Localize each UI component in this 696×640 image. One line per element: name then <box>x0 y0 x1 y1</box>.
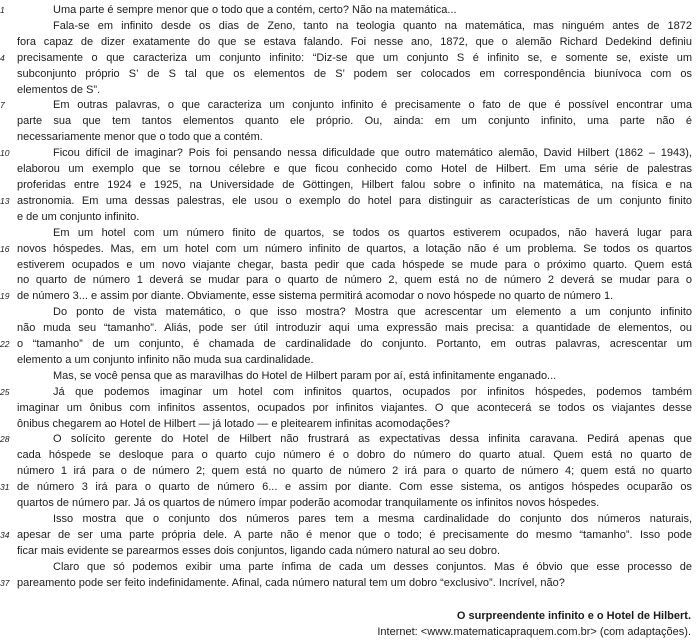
text-line <box>0 210 696 226</box>
text-line <box>0 178 696 194</box>
line-number: 22 <box>0 339 10 350</box>
text-line <box>0 337 696 353</box>
line-text: Claro que só podemos exibir uma parte ínfima de cada um desses conjuntos. Mas é óbvio que esse processo de <box>53 560 692 573</box>
line-text: estiverem ocupados e um novo viajante chegar, basta pedir que cada hóspede se mude para o próximo quarto. Quem está <box>17 258 692 271</box>
text-line <box>0 194 696 210</box>
line-text: fora capaz de dizer exatamente do que se estava falando. Foi nesse ano, 1872, que o alemão Richard Dedekind definiu <box>17 35 692 48</box>
text-line <box>0 417 696 433</box>
line-text: pareamento pode ser feito indefinidamente. Afinal, cada número natural tem um dobro “exclusivo”. Incrível, não? <box>17 576 565 589</box>
text-line <box>0 385 696 401</box>
line-text: parte sua que tem tantos elementos quanto ele próprio. Ou, ainda: em um conjunto infinito, uma parte não é <box>17 115 692 128</box>
text-line <box>0 83 696 99</box>
text-line <box>0 464 696 480</box>
line-text: de número 3... e assim por diante. Obviamente, esse sistema permitirá acomodar o novo hóspede no quarto de número 1. <box>17 290 614 303</box>
text-line <box>0 432 696 448</box>
line-number: 25 <box>0 386 10 397</box>
line-number: 31 <box>0 482 10 493</box>
line-text: Isso mostra que o conjunto dos números pares tem a mesma cardinalidade do conjunto dos números naturais, <box>53 513 692 525</box>
line-text: imaginar um ônibus com infinitos assentos, ocupados por infinitos viajantes. O que acontecerá se todos os viajantes desse <box>17 401 692 414</box>
line-text: astronomia. Em uma dessas palestras, ele usou o exemplo do hotel para distinguir as características de um conjunto finito <box>17 194 692 207</box>
text-body <box>0 3 696 592</box>
line-number: 13 <box>0 195 10 206</box>
text-line <box>0 51 696 67</box>
text-line <box>0 528 696 544</box>
line-number: 7 <box>0 100 5 111</box>
line-text: proferidas entre 1924 e 1925, na Universidade de Göttingen, Hilbert falou sobre o infinito na matemática, na física e na <box>17 178 692 191</box>
line-text: cada hóspede se desloque para o quarto cujo número é o dobro do número do quarto atual. Quem está no quarto de <box>17 449 692 462</box>
text-line <box>0 162 696 178</box>
line-text: de número 3 irá para o quarto de número 6... e assim por diante. Com esse sistema, os antigos hóspedes ocuparão os <box>17 481 692 494</box>
line-number: 10 <box>0 148 10 159</box>
line-text: precisamente o que caracteriza um conjunto infinito: “Diz-se que um conjunto S é infinito se, e somente se, existe um <box>17 51 692 64</box>
text-line <box>0 321 696 337</box>
line-text: não muda seu “tamanho”. Aliás, pode ser útil introduzir aqui uma expressão mais precisa: a quantidade de elementos, ou <box>17 322 692 335</box>
line-number: 37 <box>0 577 10 588</box>
line-text: Em outras palavras, o que caracteriza um conjunto infinito é precisamente o fato de que é possível encontrar uma <box>53 99 692 112</box>
line-text: novos hóspedes. Mas, em um hotel com um número infinito de quartos, a lotação não é um problema. Se todos os quartos <box>17 242 692 255</box>
text-line <box>0 130 696 146</box>
text-line <box>0 496 696 512</box>
text-line <box>0 576 696 592</box>
text-line <box>0 289 696 305</box>
text-line <box>0 258 696 274</box>
line-number: 16 <box>0 243 10 254</box>
credit-source: Internet: <www.matematicapraquem.com.br> (com adaptações). <box>377 626 691 639</box>
text-line <box>0 560 696 576</box>
line-text: apesar de ser uma parte própria dele. A parte não é menor que o todo; é precisamente do mesmo “tamanho”. Isso pode <box>17 528 692 541</box>
line-number: 19 <box>0 291 10 302</box>
line-number: 1 <box>0 5 5 15</box>
text-line <box>0 448 696 464</box>
line-text: necessariamente menor que o todo que a contém. <box>17 131 263 144</box>
text-line <box>0 35 696 51</box>
line-text: quartos de número par. Já os quartos de número ímpar poderão acomodar tranquilamente os infinitos novos hóspedes. <box>17 497 600 510</box>
line-text: Do ponto de vista matemático, o que isso mostra? Mostra que acrescentar um elemento a um conjunto infinito <box>53 306 692 319</box>
text-line <box>0 226 696 242</box>
text-line <box>0 114 696 130</box>
line-text: o “tamanho” de um conjunto, é chamada de cardinalidade do conjunto. Portanto, em outras palavras, acrescentar um <box>17 338 692 351</box>
text-line <box>0 401 696 417</box>
credits-block <box>0 608 696 640</box>
text-line <box>0 242 696 258</box>
line-text: elementos de S”. <box>17 83 101 96</box>
text-line <box>0 480 696 496</box>
line-text: elaborou um exemplo que se tornou célebre e que ficou conhecido como Hotel de Hilbert. Em uma série de palestras <box>17 163 692 176</box>
line-text: ficar mais evidente se parearmos esses dois conjuntos, ligando cada número natural ao seu dobro. <box>17 544 501 557</box>
text-line <box>0 3 696 19</box>
text-line <box>0 98 696 114</box>
line-text: Fala-se em infinito desde os dias de Zeno, tanto na teologia quanto na matemática, mas ninguém antes de 1872 <box>53 19 692 32</box>
line-text: ônibus chegarem ao Hotel de Hilbert — já lotado — e pleitearem infinitas acomodações? <box>17 417 450 430</box>
line-text: e de um conjunto infinito. <box>17 210 140 223</box>
line-text: número 1 irá para o de número 2; quem está no quarto de número 2 irá para o quarto de número 4; quem está no quarto <box>17 465 692 478</box>
text-line <box>0 353 696 369</box>
text-line <box>0 544 696 560</box>
text-line <box>0 19 696 35</box>
line-text: Mas, se você pensa que as maravilhas do Hotel de Hilbert param por aí, está infinitamente enganado... <box>53 369 557 382</box>
line-text: Ficou difícil de imaginar? Pois foi pensando nessa dificuldade que outro matemático alemão, David Hilbert (1862 – 1943), <box>53 147 692 160</box>
line-text: subconjunto próprio S’ de S tal que os elementos de S’ podem ser colocados em correspondência biunívoca com os <box>17 67 692 80</box>
line-number: 4 <box>0 52 5 63</box>
text-line <box>0 512 696 528</box>
text-line <box>0 67 696 83</box>
line-text: Em um hotel com um número finito de quartos, se todos os quartos estiverem ocupados, não haverá lugar para <box>53 226 692 239</box>
line-text: Já que podemos imaginar um hotel com infinitos quartos, ocupados por infinitos hóspedes, podemos também <box>53 385 692 398</box>
line-number: 34 <box>0 529 10 540</box>
text-line <box>0 369 696 385</box>
line-number: 28 <box>0 434 10 445</box>
line-text: O solícito gerente do Hotel de Hilbert não frustrará as expectativas dessa infinita caravana. Pedirá apenas que <box>53 433 692 446</box>
credit-title: O surpreendente infinito e o Hotel de Hilbert. <box>456 609 691 622</box>
line-text: no quarto de número 1 deverá se mudar para o quarto de número 2, quem está no de número 2 deverá se mudar para o <box>17 274 692 287</box>
text-line <box>0 273 696 289</box>
text-line <box>0 305 696 321</box>
text-line <box>0 146 696 162</box>
line-text: Uma parte é sempre menor que o todo que a contém, certo? Não na matemática... <box>53 4 457 16</box>
line-text: elemento a um conjunto infinito não muda sua cardinalidade. <box>17 353 314 366</box>
